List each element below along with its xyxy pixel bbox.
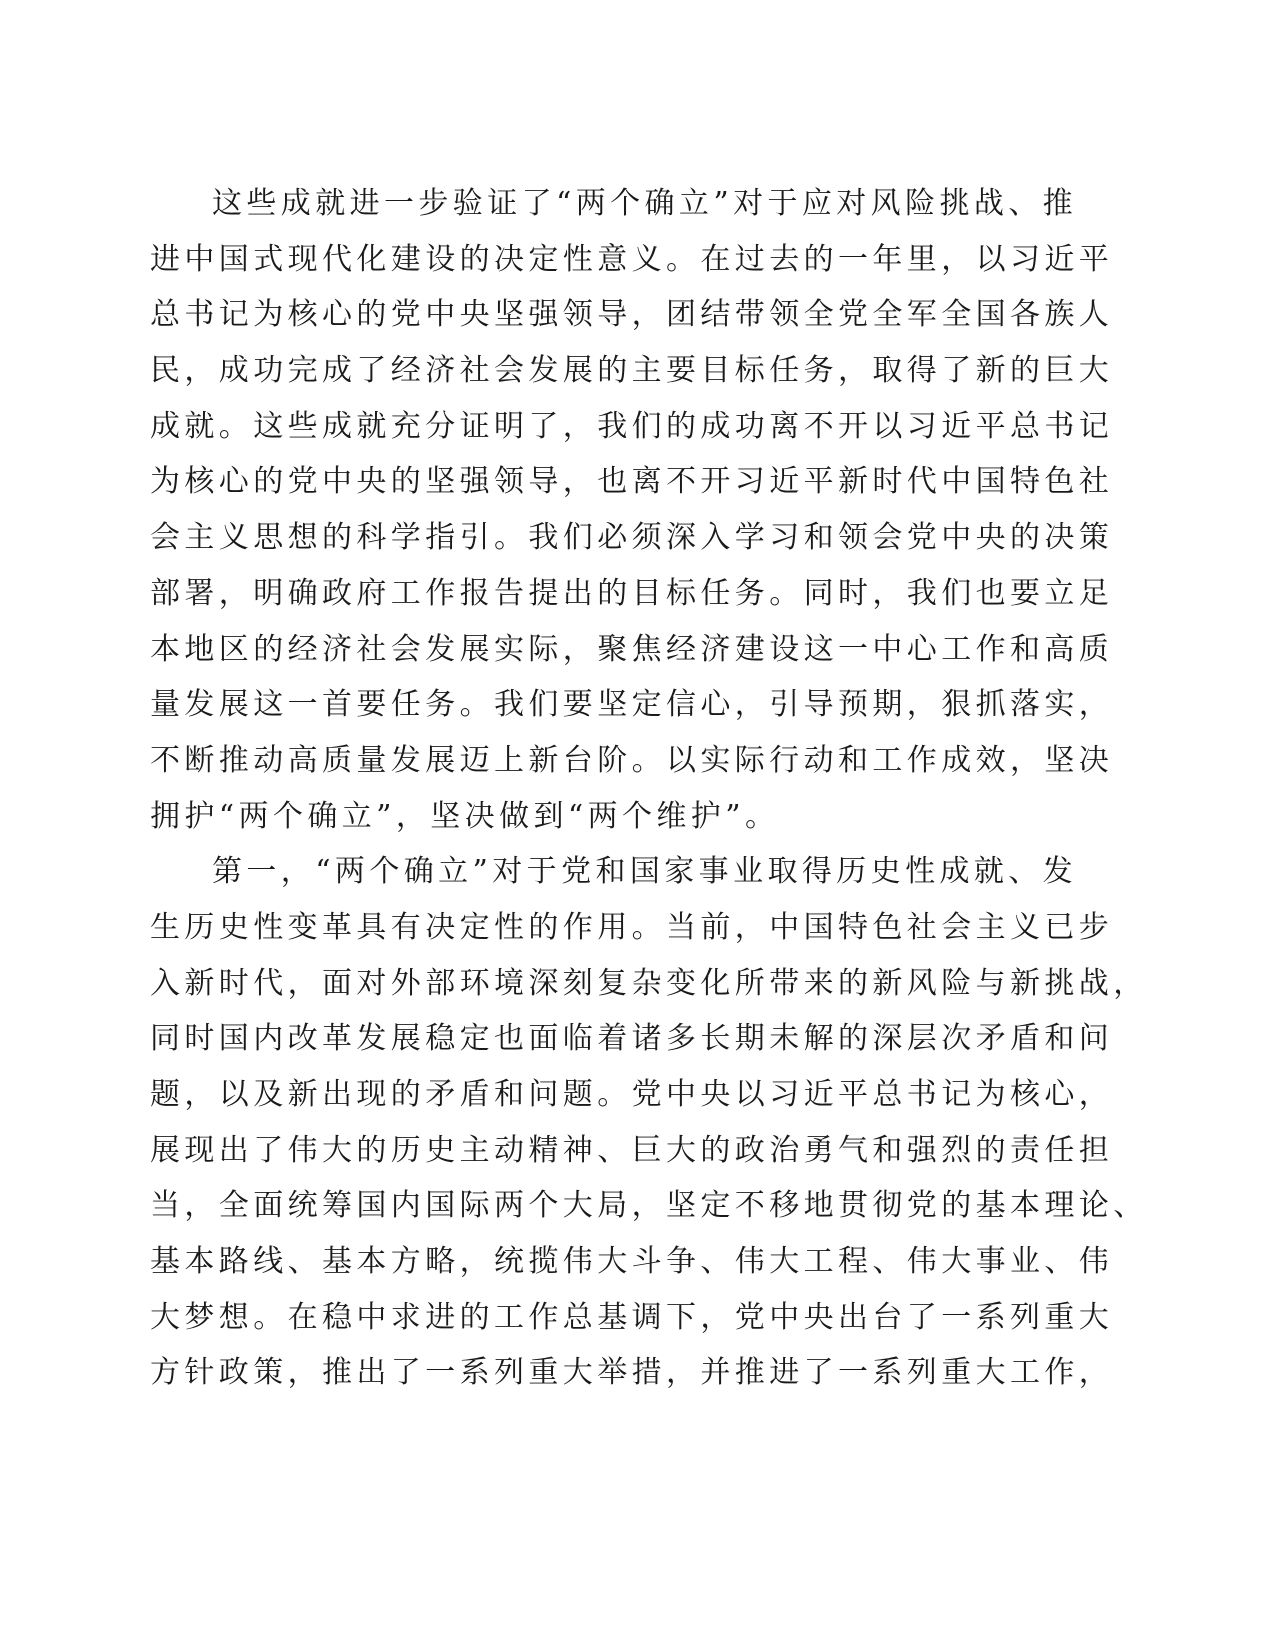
paragraph-line: 部署，明确政府工作报告提出的目标任务。同时，我们也要立足 [150, 575, 1114, 611]
paragraph-line: 成就。这些成就充分证明了，我们的成功离不开以习近平总书记 [150, 408, 1114, 444]
paragraph-line: 会主义思想的科学指引。我们必须深入学习和领会党中央的决策 [150, 520, 1114, 556]
paragraph-line: 基本路线、基本方略，统揽伟大斗争、伟大工程、伟大事业、伟 [150, 1244, 1114, 1280]
document-body [150, 176, 1148, 1401]
paragraph-1 [150, 176, 1114, 844]
paragraph-line: 题，以及新出现的矛盾和问题。党中央以习近平总书记为核心， [150, 1077, 1114, 1112]
paragraph-line: 入新时代，面对外部环境深刻复杂变化所带来的新风险与新挑战， [150, 965, 1148, 1001]
paragraph-line: 这些成就进一步验证了“两个确立”对于应对风险挑战、推 [212, 186, 1078, 221]
paragraph-line: 同时国内改革发展稳定也面临着诸多长期未解的深层次矛盾和问 [150, 1021, 1114, 1057]
paragraph-line: 方针政策，推出了一系列重大举措，并推进了一系列重大工作， [150, 1355, 1114, 1391]
paragraph-line: 总书记为核心的党中央坚强领导，团结带领全党全军全国各族人 [150, 297, 1114, 333]
paragraph-line: 为核心的党中央的坚强领导，也离不开习近平新时代中国特色社 [150, 464, 1114, 500]
paragraph-line: 当，全面统筹国内国际两个大局，坚定不移地贯彻党的基本理论、 [150, 1188, 1148, 1224]
paragraph-line: 拥护“两个确立”，坚决做到“两个维护”。 [150, 798, 780, 834]
paragraph-line: 民，成功完成了经济社会发展的主要目标任务，取得了新的巨大 [150, 353, 1114, 389]
paragraph-line: 展现出了伟大的历史主动精神、巨大的政治勇气和强烈的责任担 [150, 1132, 1114, 1168]
paragraph-2 [150, 844, 1148, 1401]
paragraph-line: 不断推动高质量发展迈上新台阶。以实际行动和工作成效，坚决 [150, 742, 1114, 778]
paragraph-line: 生历史性变革具有决定性的作用。当前，中国特色社会主义已步 [150, 909, 1114, 945]
paragraph-line: 进中国式现代化建设的决定性意义。在过去的一年里，以习近平 [150, 241, 1114, 277]
paragraph-line: 大梦想。在稳中求进的工作总基调下，党中央出台了一系列重大 [150, 1299, 1114, 1335]
paragraph-line: 量发展这一首要任务。我们要坚定信心，引导预期，狠抓落实， [150, 687, 1114, 723]
paragraph-line: 第一，“两个确立”对于党和国家事业取得历史性成就、发 [212, 854, 1078, 890]
paragraph-line: 本地区的经济社会发展实际，聚焦经济建设这一中心工作和高质 [150, 631, 1114, 667]
